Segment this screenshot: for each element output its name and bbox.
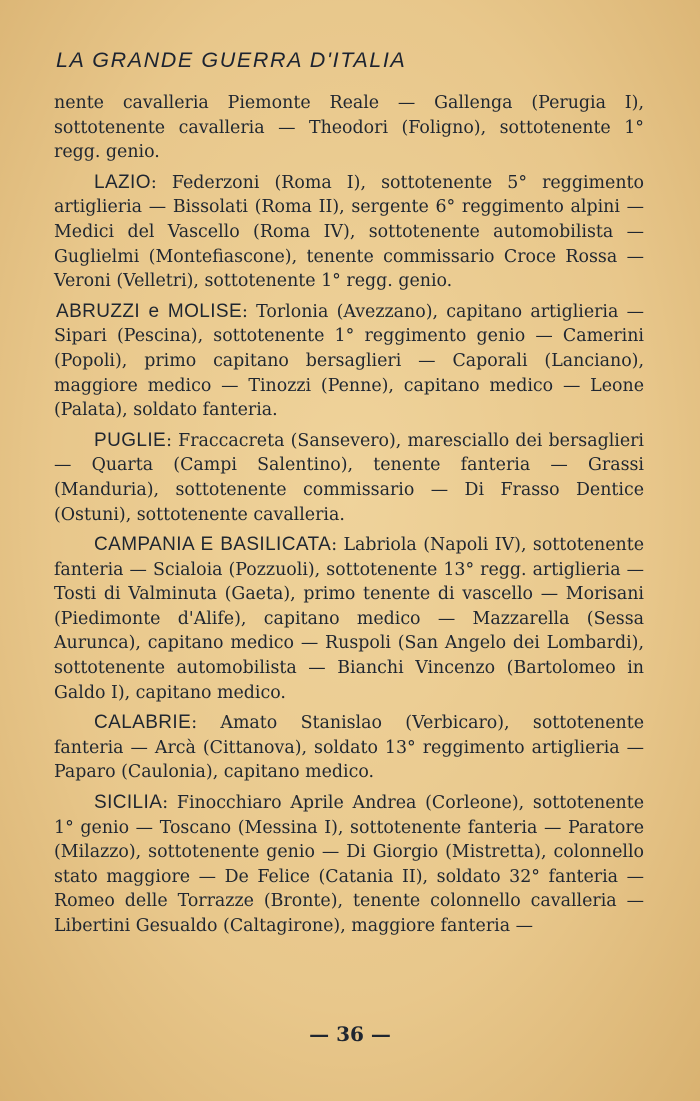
paragraph-lazio bbox=[54, 171, 644, 294]
paragraph-text: nente cavalleria Piemonte Reale — Gallenga (Perugia I), sottotenente cavalleria — Theodori (Foligno), sottotenente 1° regg. genio. bbox=[54, 93, 644, 163]
region-heading: LAZIO bbox=[94, 171, 151, 193]
running-head: LA GRANDE GUERRA D'ITALIA bbox=[56, 48, 407, 72]
region-heading: PUGLIE bbox=[94, 429, 167, 451]
paragraph-text: : Fraccacreta (Sansevero), maresciallo dei bersaglieri — Quarta (Campi Salentino), tenente fanteria — Grassi (Manduria), sottotenente commissario — Di Frasso Dentice (Ostuni), sottotenente cavalleria. bbox=[54, 430, 644, 525]
region-heading: CALABRIE bbox=[94, 712, 192, 734]
page-number: — 36 — bbox=[309, 1022, 391, 1046]
paragraph-continuation bbox=[54, 91, 644, 165]
paragraph-text: : Torlonia (Avezzano), capitano artiglieria — Sipari (Pescina), sottotenente 1° reggimento genio — Camerini (Popoli), primo capitano bersaglieri — Caporali (Lanciano), maggiore medico — Tinozzi (Penne), capitano medico — Leone (Palata), soldato fanteria. bbox=[54, 301, 644, 421]
region-heading: CAMPANIA E BASILICATA bbox=[94, 534, 332, 556]
paragraph-text: : Finocchiaro Aprile Andrea (Corleone), sottotenente 1° genio — Toscano (Messina I), sottotenente fanteria — Paratore (Milazzo), sottotenente genio — Di Giorgio (Mistretta), colonnello stato maggiore — De Felice (Catania II), soldato 32° fanteria — Romeo delle Torrazze (Bronte), tenente colonnello cavalleria — Libertini Gesualdo (Caltagirone), maggiore fanteria — bbox=[54, 793, 644, 936]
paragraph-text: : Federzoni (Roma I), sottotenente 5° reggimento artiglieria — Bissolati (Roma II), sergente 6° reggimento alpini — Medici del Vascello (Roma IV), sottotenente automobilista — Guglielmi (Montefiascone), tenente commissario Croce Rossa — Veroni (Velletri), sottotenente 1° regg. genio. bbox=[54, 172, 644, 292]
paragraph-sicilia bbox=[54, 791, 644, 939]
region-heading: ABRUZZI e MOLISE bbox=[56, 300, 243, 322]
paragraph-puglie bbox=[54, 429, 644, 527]
page-content bbox=[54, 48, 644, 945]
paragraph-campania-basilicata bbox=[54, 533, 644, 705]
body-text bbox=[54, 91, 644, 939]
paragraph-text: : Labriola (Napoli IV), sottotenente fanteria — Scialoia (Pozzuoli), sottotenente 13° regg. artiglieria — Tosti di Valminuta (Gaeta), primo tenente di vascello — Morisani (Piedimonte d'Alife), capitano medico — Mazzarella (Sessa Aurunca), capitano medico — Ruspoli (San Angelo dei Lombardi), sottotenente automobilista — Bianchi Vincenzo (Bartolomeo in Galdo I), capitano medico. bbox=[54, 535, 644, 703]
paragraph-calabrie bbox=[54, 711, 644, 785]
paragraph-text: : Amato Stanislao (Verbicaro), sottotenente fanteria — Arcà (Cittanova), soldato 13° reggimento artiglieria — Paparo (Caulonia), capitano medico. bbox=[54, 713, 644, 783]
paragraph-abruzzi-molise bbox=[54, 300, 644, 423]
region-heading: SICILIA bbox=[94, 792, 163, 814]
